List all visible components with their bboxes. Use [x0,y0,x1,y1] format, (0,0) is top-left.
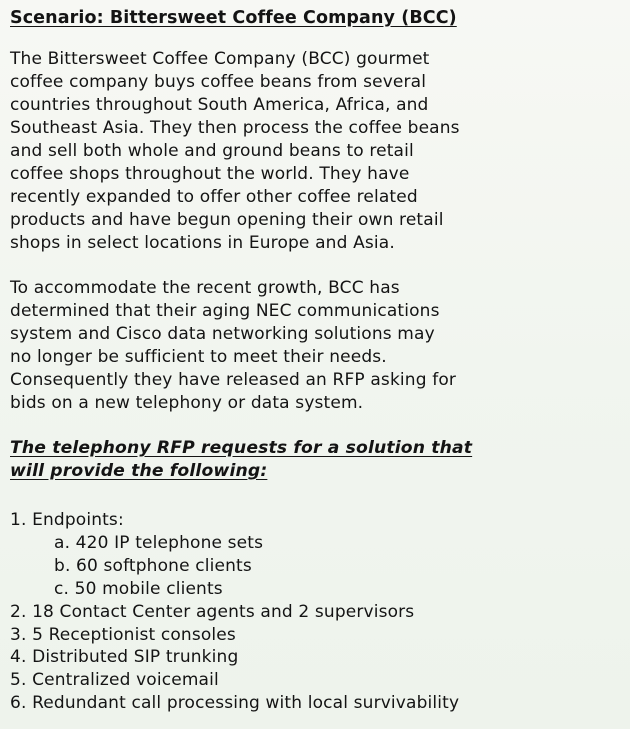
paragraph-line: The Bittersweet Coffee Company (BCC) gourmet [10,49,430,69]
paragraph-line: countries throughout South America, Africa, and [10,95,429,115]
rfp-subheading [10,437,614,483]
paragraph-line: and sell both whole and ground beans to retail [10,141,414,161]
paragraph-line: no longer be sufficient to meet their needs. [10,347,387,367]
list-item: 3. 5 Receptionist consoles [10,624,236,645]
paragraph-line: products and have begun opening their own retail [10,210,444,230]
scenario-title: Scenario: Bittersweet Coffee Company (BCC) [10,8,457,28]
paragraph-line: determined that their aging NEC communications [10,301,440,321]
list-subitem: c. 50 mobile clients [54,578,223,599]
paragraph-line: Consequently they have released an RFP asking for [10,370,457,390]
subheading-line: will provide the following: [10,461,268,481]
paragraph-line: To accommodate the recent growth, BCC has [10,278,400,298]
list-item: 5. Centralized voicemail [10,670,219,691]
paragraph-line: Southeast Asia. They then process the coffee beans [10,118,460,138]
growth-paragraph [10,277,614,415]
paragraph-line: coffee shops throughout the world. They have [10,164,410,184]
list-item: 2. 18 Contact Center agents and 2 supervisors [10,601,415,622]
paragraph-line: system and Cisco data networking solutions may [10,324,435,344]
requirements-list [10,509,614,715]
list-item: 4. Distributed SIP trunking [10,647,239,668]
paragraph-line: shops in select locations in Europe and Asia. [10,233,395,253]
list-item-endpoints: 1. Endpoints: [10,510,124,530]
paragraph-line: bids on a new telephony or data system. [10,393,364,413]
intro-paragraph [10,48,614,255]
subheading-line: The telephony RFP requests for a solution that [10,438,473,458]
paragraph-line: coffee company buys coffee beans from several [10,72,427,92]
paragraph-line: recently expanded to offer other coffee related [10,187,418,207]
list-item: 6. Redundant call processing with local survivability [10,693,460,714]
list-subitem: b. 60 softphone clients [54,555,252,576]
list-subitem: a. 420 IP telephone sets [54,532,264,553]
